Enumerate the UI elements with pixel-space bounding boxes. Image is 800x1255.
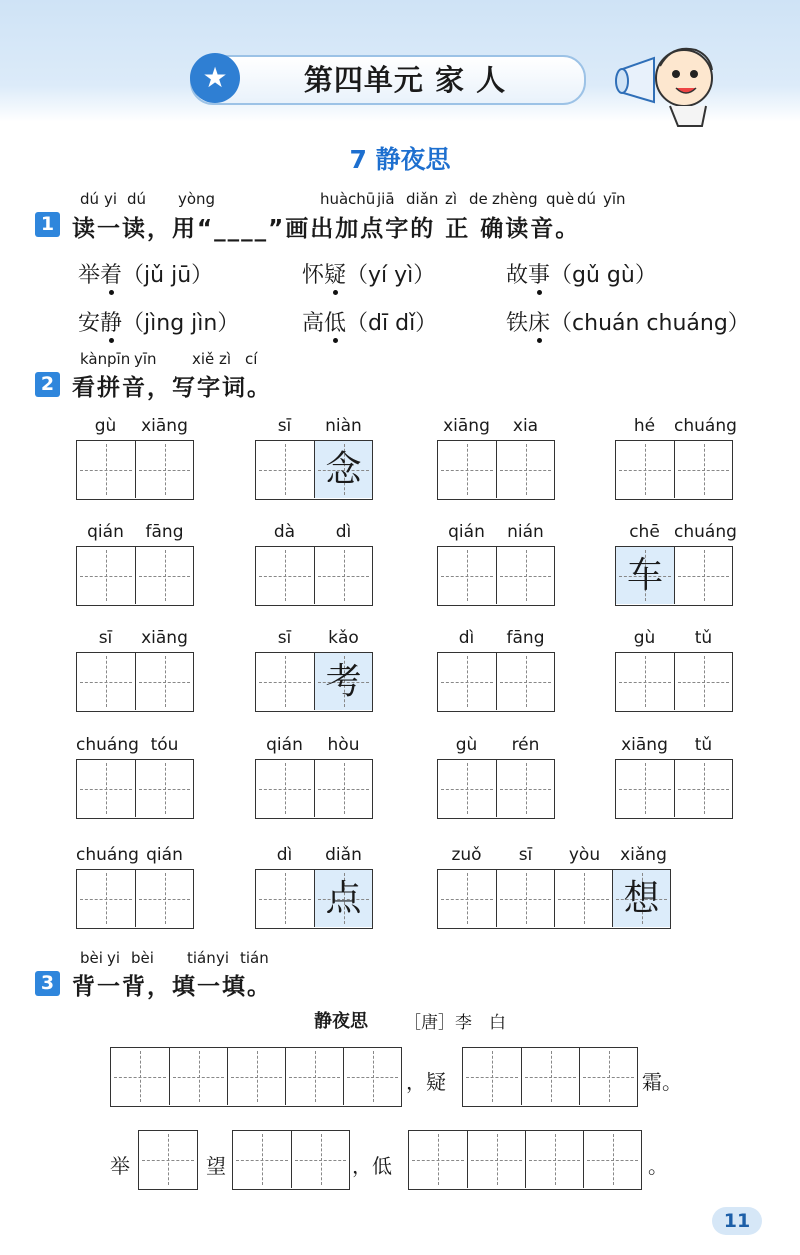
- pinyin-syllable: cí: [245, 350, 258, 368]
- pinyin-syllable: yòng: [178, 190, 216, 208]
- option-char: 举: [78, 263, 101, 288]
- reading-option[interactable]: [302, 306, 437, 337]
- given-char-cell: [314, 441, 372, 498]
- writing-cell[interactable]: [314, 547, 372, 604]
- word-box[interactable]: [255, 440, 373, 500]
- writing-cell[interactable]: [77, 547, 135, 604]
- word-pinyin: kǎo: [328, 628, 359, 648]
- mascot-megaphone-icon: [612, 30, 732, 130]
- given-char-cell: [314, 653, 372, 710]
- page-number: 11: [712, 1207, 762, 1235]
- lesson-title: 7 静夜思: [349, 145, 451, 174]
- word-pinyin: nián: [507, 522, 544, 542]
- dotted-char: 着: [100, 258, 122, 289]
- writing-cell[interactable]: [616, 441, 674, 498]
- option-char: 高: [302, 311, 325, 336]
- writing-cell[interactable]: [674, 653, 732, 710]
- word-pinyin: chē: [629, 522, 660, 542]
- pinyin-syllable: kàn: [80, 350, 108, 368]
- word-pinyin: gù: [94, 416, 117, 436]
- word-box[interactable]: [615, 652, 733, 712]
- option-char: 铁: [506, 311, 529, 336]
- writing-cell[interactable]: [438, 760, 496, 817]
- pinyin-syllable: bèi: [131, 949, 154, 967]
- pinyin-choices[interactable]: （yí yì）: [346, 263, 436, 288]
- word-pinyin: qián: [146, 845, 183, 865]
- word-pinyin: zuǒ: [451, 845, 482, 865]
- cell-char: 考: [325, 661, 362, 702]
- word-box[interactable]: [437, 652, 555, 712]
- writing-cell[interactable]: [135, 760, 193, 817]
- reading-option[interactable]: [302, 258, 435, 289]
- word-pinyin: sī: [277, 416, 292, 436]
- word-pinyin: hòu: [327, 735, 360, 755]
- word-pinyin: hé: [633, 416, 656, 436]
- word-box[interactable]: [255, 759, 373, 819]
- word-box[interactable]: [615, 440, 733, 500]
- writing-cell[interactable]: [256, 760, 314, 817]
- option-char: 安: [78, 311, 101, 336]
- pinyin-syllable: tián: [187, 949, 216, 967]
- pinyin-syllable: dú: [127, 190, 147, 208]
- pinyin-syllable: yīn: [134, 350, 157, 368]
- pinyin-choices[interactable]: （jǔ jū）: [122, 263, 214, 288]
- word-pinyin: xiāng: [141, 628, 188, 648]
- reading-option[interactable]: [78, 258, 213, 289]
- writing-cell[interactable]: [438, 441, 496, 498]
- pinyin-syllable: bèi: [80, 949, 103, 967]
- pinyin-syllable: xiě: [192, 350, 215, 368]
- word-box[interactable]: [76, 869, 194, 929]
- word-box[interactable]: [615, 546, 733, 606]
- poem-line1-mid: ，疑: [406, 1070, 446, 1094]
- writing-cell[interactable]: [256, 870, 314, 927]
- pinyin-syllable: dú: [80, 190, 100, 208]
- pinyin-syllable: zì: [219, 350, 232, 368]
- given-char-cell: [612, 870, 670, 927]
- poem-line1-blank-a[interactable]: [110, 1047, 402, 1107]
- writing-cell[interactable]: [496, 870, 554, 927]
- word-pinyin: qián: [448, 522, 485, 542]
- writing-cell[interactable]: [674, 441, 732, 498]
- word-pinyin: chuáng: [76, 845, 139, 865]
- word-box[interactable]: [437, 869, 671, 929]
- dotted-char: 疑: [324, 258, 346, 289]
- poem-line2-blank-c[interactable]: [408, 1130, 642, 1190]
- word-pinyin: tǔ: [694, 735, 713, 755]
- word-pinyin: xiāng: [141, 416, 188, 436]
- word-pinyin: dì: [458, 628, 475, 648]
- word-pinyin: sī: [518, 845, 533, 865]
- pinyin-syllable: què: [546, 190, 575, 208]
- pinyin-syllable: diǎn: [406, 190, 439, 208]
- word-pinyin: xiāng: [443, 416, 490, 436]
- pinyin-syllable: yi: [107, 949, 121, 967]
- pinyin-syllable: zì: [445, 190, 458, 208]
- cell-char: 点: [325, 878, 362, 919]
- word-pinyin: dì: [276, 845, 293, 865]
- q1-instruction: 读一读，用“____”画出加点字的 正 确读音。: [72, 216, 581, 242]
- writing-cell[interactable]: [135, 653, 193, 710]
- pinyin-syllable: jiā: [377, 190, 395, 208]
- writing-cell[interactable]: [438, 870, 496, 927]
- reading-option[interactable]: [78, 306, 239, 337]
- cell-char: 车: [626, 555, 663, 596]
- poem-title: 静夜思: [314, 1011, 368, 1032]
- cell-char: 想: [623, 878, 660, 919]
- word-box[interactable]: [437, 546, 555, 606]
- word-box[interactable]: [76, 440, 194, 500]
- pinyin-syllable: huà: [320, 190, 349, 208]
- word-pinyin: fāng: [506, 628, 545, 648]
- word-pinyin: dà: [273, 522, 296, 542]
- word-pinyin: chuáng: [674, 416, 737, 436]
- section-3-badge: 3: [35, 971, 60, 996]
- word-pinyin: qián: [87, 522, 124, 542]
- word-pinyin: chuáng: [674, 522, 737, 542]
- poem-line1-end: 霜。: [642, 1070, 682, 1094]
- dotted-char: 床: [528, 306, 550, 337]
- dotted-char: 事: [528, 258, 550, 289]
- word-box[interactable]: [76, 759, 194, 819]
- word-box[interactable]: [437, 440, 555, 500]
- pinyin-choices[interactable]: （chuán chuáng）: [550, 311, 750, 336]
- dotted-char: 低: [324, 306, 346, 337]
- dotted-char: 静: [100, 306, 122, 337]
- word-pinyin: sī: [98, 628, 113, 648]
- word-pinyin: tǔ: [694, 628, 713, 648]
- word-pinyin: qián: [266, 735, 303, 755]
- word-pinyin: gù: [455, 735, 478, 755]
- word-pinyin: gù: [633, 628, 656, 648]
- writing-cell[interactable]: [438, 547, 496, 604]
- q2-instruction: 看拼音，写字词。: [72, 375, 272, 401]
- writing-cell[interactable]: [135, 547, 193, 604]
- writing-cell[interactable]: [616, 760, 674, 817]
- star-icon: ★: [190, 53, 240, 103]
- writing-cell[interactable]: [674, 760, 732, 817]
- word-pinyin: tóu: [150, 735, 179, 755]
- pinyin-syllable: tián: [240, 949, 269, 967]
- word-pinyin: chuáng: [76, 735, 139, 755]
- writing-cell[interactable]: [554, 870, 612, 927]
- word-box[interactable]: [255, 869, 373, 929]
- word-box[interactable]: [76, 652, 194, 712]
- poem-line2-mid: 望: [206, 1154, 226, 1178]
- writing-cell[interactable]: [496, 760, 554, 817]
- word-pinyin: fāng: [145, 522, 184, 542]
- poem-line2-start: 举: [110, 1154, 130, 1178]
- writing-cell[interactable]: [496, 547, 554, 604]
- writing-cell[interactable]: [77, 760, 135, 817]
- writing-cell[interactable]: [256, 547, 314, 604]
- word-pinyin: dì: [335, 522, 352, 542]
- word-pinyin: rén: [511, 735, 540, 755]
- option-char: 怀: [302, 263, 325, 288]
- word-pinyin: niàn: [325, 416, 362, 436]
- writing-cell[interactable]: [135, 870, 193, 927]
- writing-cell[interactable]: [496, 653, 554, 710]
- writing-cell[interactable]: [674, 547, 732, 604]
- given-char-cell: [616, 547, 674, 604]
- pinyin-syllable: yi: [216, 949, 230, 967]
- writing-cell[interactable]: [438, 653, 496, 710]
- word-pinyin: xiāng: [621, 735, 668, 755]
- pinyin-syllable: chū: [348, 190, 376, 208]
- word-box[interactable]: [76, 546, 194, 606]
- word-pinyin: xiǎng: [620, 845, 667, 865]
- unit-title: 第四单元 家 人: [303, 63, 507, 97]
- poem-line1-blank-b[interactable]: [462, 1047, 638, 1107]
- poem-line2-end: 。: [648, 1154, 668, 1178]
- poem-line2-mid2: ，低: [352, 1154, 392, 1178]
- option-char: 故: [506, 263, 529, 288]
- cell-char: 念: [325, 449, 362, 490]
- writing-cell[interactable]: [496, 441, 554, 498]
- writing-cell[interactable]: [314, 760, 372, 817]
- word-box[interactable]: [437, 759, 555, 819]
- poem-line2-blank-a[interactable]: [138, 1130, 198, 1190]
- pinyin-syllable: dú: [577, 190, 597, 208]
- writing-cell[interactable]: [256, 653, 314, 710]
- word-pinyin: sī: [277, 628, 292, 648]
- pinyin-syllable: zhèng: [492, 190, 538, 208]
- word-pinyin: xia: [512, 416, 539, 436]
- word-pinyin: diǎn: [325, 845, 362, 865]
- given-char-cell: [314, 870, 372, 927]
- writing-cell[interactable]: [77, 653, 135, 710]
- writing-cell[interactable]: [616, 653, 674, 710]
- writing-cell[interactable]: [77, 441, 135, 498]
- pinyin-syllable: yīn: [603, 190, 626, 208]
- writing-cell[interactable]: [77, 870, 135, 927]
- word-box[interactable]: [615, 759, 733, 819]
- pinyin-choices[interactable]: （dī dǐ）: [346, 311, 438, 336]
- word-pinyin: yòu: [568, 845, 601, 865]
- writing-cell[interactable]: [135, 441, 193, 498]
- word-box[interactable]: [255, 652, 373, 712]
- pinyin-syllable: de: [469, 190, 488, 208]
- poem-line2-blank-b[interactable]: [232, 1130, 350, 1190]
- reading-option[interactable]: [506, 306, 750, 337]
- pinyin-choices[interactable]: （gǔ gù）: [550, 263, 657, 288]
- pinyin-choices[interactable]: （jìng jìn）: [122, 311, 240, 336]
- pinyin-syllable: pīn: [107, 350, 131, 368]
- q3-instruction: 背一背，填一填。: [72, 974, 272, 1000]
- section-1-badge: 1: [35, 212, 60, 237]
- writing-cell[interactable]: [256, 441, 314, 498]
- reading-option[interactable]: [506, 258, 657, 289]
- pinyin-syllable: yi: [104, 190, 118, 208]
- section-2-badge: 2: [35, 372, 60, 397]
- poem-author: ［唐］李 白: [404, 1013, 506, 1033]
- word-box[interactable]: [255, 546, 373, 606]
